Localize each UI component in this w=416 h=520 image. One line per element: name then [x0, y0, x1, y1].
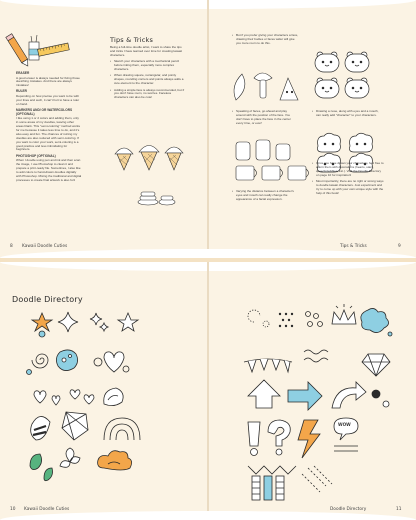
circle-doodle: [39, 331, 45, 337]
zigzag-doodle: [248, 466, 296, 474]
star-outline-doodle: [118, 313, 138, 331]
pencil-doodle: [6, 34, 31, 68]
striped-panels-doodle: [252, 476, 284, 500]
left-page-text: [16, 72, 82, 185]
right-column-b: [232, 110, 296, 128]
running-head-right: Tips & Tricks: [340, 244, 367, 249]
diamond-doodle: [362, 354, 390, 376]
open-circles-doodle: [306, 312, 323, 327]
tip-no-wrong-way: • Most importantly, there are no right or wrong ways to doodle kawaii characters. Just experiment and try to come up with your own unique style with the help of this book!: [312, 180, 384, 196]
speech-bubble-text: WOW: [338, 422, 351, 427]
markers-header: MARKERS AND/ OR WATERCOLORS (OPTIONAL): [16, 107, 73, 116]
eraser-body: A good eraser is always needed for fixing those sketching mistakes. And there are always mistakes!: [16, 75, 80, 88]
dot-pattern-doodle: [279, 313, 293, 327]
tip-decorations: • Once you have drawn your characters, feel free to adorn them with decorations (hearts, stars, speech bubbles, etc.). Visit the Doodle Directory on page 10 for inspiration!: [312, 162, 384, 178]
tip-eye-distance: • Varying the distance between a character's eyes and mouth can really change the appearance of a facial expression.: [232, 190, 300, 202]
markers-section: [16, 109, 82, 153]
right-doodle-grid: [208, 262, 416, 520]
ruler-doodle: [38, 43, 70, 56]
photoshop-header: PHOTOSHOP (OPTIONAL): [16, 153, 56, 158]
dotted-swirl-doodle: [248, 310, 269, 327]
splash-doodle: [361, 308, 392, 336]
small-sparkles-doodle: [90, 313, 108, 331]
green-leaves-doodle: [30, 454, 53, 481]
blob-doodle: [56, 350, 77, 371]
right-column-c: [312, 162, 384, 198]
curved-arrow-doodle: [332, 382, 366, 408]
crossed-lines-doodle: [334, 446, 358, 451]
page-number-left: 8: [10, 244, 13, 249]
ruler-body: Depending on how precise you want to be with your lines and such, it can't hurt to have a ruler on hand.: [16, 93, 80, 106]
leaf-stripes-doodle: [31, 416, 50, 440]
hearts-row-doodle: [70, 390, 94, 404]
pancake-doodles: [136, 188, 176, 208]
swirl-doodle: [32, 354, 48, 368]
right-column-d: [232, 190, 300, 204]
loop-flower-doodle: [60, 448, 80, 467]
lightning-doodle: [298, 420, 320, 458]
crown-doodle: [332, 304, 356, 324]
tip-wider-bodies: • But if you prefer giving your characters a face, drawing their bodies or faces wider will give you more room to do this.: [232, 34, 300, 46]
page-title: Tips & Tricks: [110, 36, 154, 44]
dashed-lines-doodle: [302, 466, 332, 492]
mug-character-doodles: [234, 138, 310, 186]
markers-body: I like using 1 or 2 colors and adding them, only in some areas of my doodles, leaving other areas blank. This "semi-coloring" method works for me because it takes less time to do, and it's also easy and fun. The chances of ruining my doodles are also reduced with semi-coloring. If you want to color your work, semi-coloring is a good practice and less intimidating for beginners.: [16, 116, 81, 152]
right-column-a: [232, 34, 300, 48]
running-head-right: Doodle Directory: [330, 507, 367, 512]
sparkle-doodle: [58, 312, 78, 332]
geometric-gem-doodle: [62, 412, 88, 440]
wavy-lines-doodle: [304, 350, 328, 362]
abstract-shape-doodle: [104, 388, 123, 406]
tip-nose: • Drawing a nose, along with eyes and a mouth, can really add "character" to your characters.: [312, 110, 382, 118]
page-number-right: 9: [398, 244, 401, 249]
hearts-doodle: [34, 391, 60, 405]
pencil-cup-doodle: [29, 35, 39, 60]
bear-face-doodles: [312, 44, 374, 102]
tip-face-position: • Speaking of faces, go ahead and play around with the position of the face. You don't have to place the face in the center every time, or ever!: [232, 110, 296, 126]
right-column-eyes: [312, 110, 382, 120]
top-spread-bottom-wave: [0, 249, 416, 258]
tips-tricks-spread: [0, 0, 416, 258]
cloud-blob-doodle: [98, 451, 132, 470]
dots-pair-doodle: [372, 390, 389, 407]
page-number-left: 10: [10, 507, 16, 512]
exclamation-doodle: [248, 422, 260, 456]
photoshop-section: [16, 155, 82, 183]
eraser-header: ERASER: [16, 71, 30, 75]
shape-character-doodles: [232, 70, 316, 106]
gutter: [207, 0, 209, 258]
arrow-right-doodle: [288, 382, 322, 410]
star-doodle: [32, 313, 52, 331]
doodle-directory-spread: [0, 262, 416, 520]
question-mark-doodle: [268, 420, 290, 455]
rainbow-doodle: [104, 418, 140, 440]
ice-cream-doodles: [112, 140, 188, 188]
eraser-section: [16, 72, 82, 88]
middle-column: [110, 46, 186, 103]
tip-sketch: • Sketch your characters with a mechanical pencil before inking them, especially more complex characters.: [110, 60, 186, 72]
heart-doodle: [104, 352, 124, 372]
ruler-section: [16, 90, 82, 106]
page-number-right: 11: [396, 507, 402, 512]
directory-title: Doodle Directory: [12, 295, 83, 304]
photoshop-body: When I doodle using pen and ink and then scan the image, I use Photoshop to clean it and prepare a print-ready file. Sometimes, I also like to add colors to hand-drawn doodles digitally with Photoshop. Mixing the traditional and digital processes to create final artwork is also fun!: [16, 158, 82, 182]
dot-doodle: [27, 370, 32, 375]
tip-simple-face: • Adding a simple face is always recommended, but if you don't have room, no worries. Faceless characters can also be cute!: [110, 89, 186, 101]
left-doodle-grid: [0, 262, 208, 520]
running-head-left: Kawaii Doodle Cuties: [22, 244, 68, 249]
intro-text: Being a full-time doodle artist, I want to share the tips and tricks I have learned over time for creating kawaii characters.: [110, 45, 182, 57]
arrow-up-doodle: [248, 380, 280, 408]
running-head-left: Kawaii Doodle Cuties: [24, 507, 70, 512]
supplies-illustration: [12, 30, 70, 68]
bunting-doodle: [244, 359, 292, 372]
ruler-header: RULER: [16, 89, 27, 94]
tip-round-corners: • When drawing square, rectangular, and pointy shapes, rounding corners and points always adds a cute element to the character.: [110, 74, 186, 86]
